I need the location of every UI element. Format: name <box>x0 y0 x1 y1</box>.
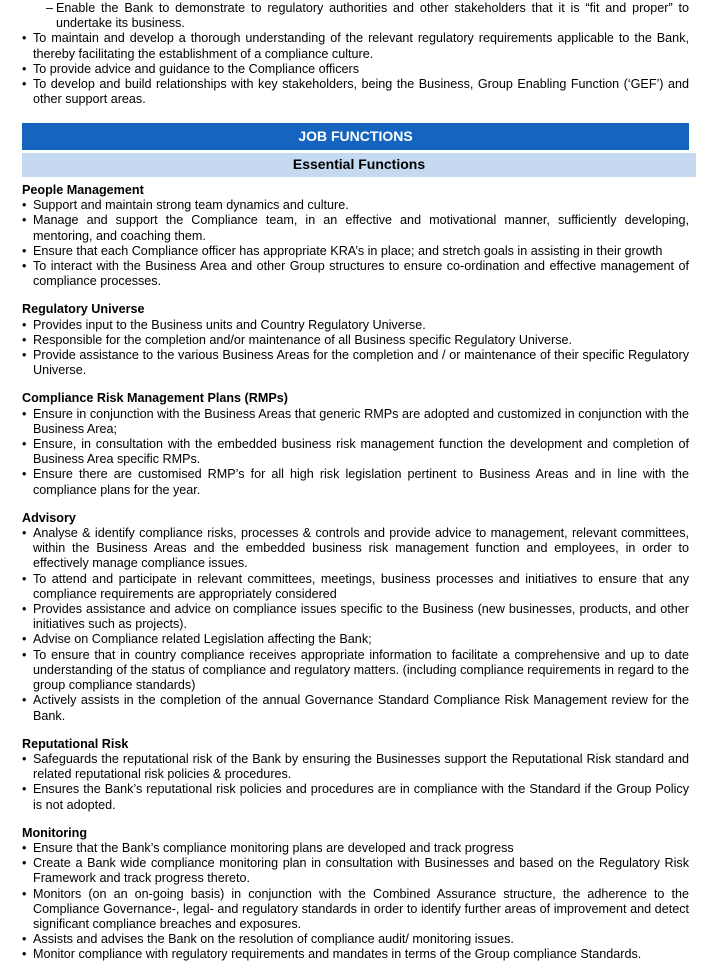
section-people-management <box>22 183 689 289</box>
bullet-marker: • <box>22 947 27 962</box>
bullet-marker: • <box>22 317 27 332</box>
bullet-marker: • <box>22 406 27 421</box>
bullet-marker: • <box>22 526 27 541</box>
intro-bullet: • To provide advice and guidance to the Compliance officers <box>22 61 360 76</box>
bullet-marker: • <box>22 602 27 617</box>
section-heading: People Management <box>22 183 144 197</box>
intro-bullet: • To develop and build relationships with key stakeholders, being the Business, Group Enabling Function (‘GEF’) and other support areas. <box>22 77 689 107</box>
section-heading: Monitoring <box>22 825 88 840</box>
section-rmps <box>22 391 689 497</box>
bullet-marker: • <box>22 61 27 76</box>
section-advisory <box>22 511 689 724</box>
section-monitoring <box>22 826 689 963</box>
job-functions-banner: JOB FUNCTIONS <box>22 123 689 150</box>
list-item: • Support and maintain strong team dynamics and culture. <box>22 198 349 213</box>
list-item: • Advise on Compliance related Legislation affecting the Bank; <box>22 632 372 647</box>
list-item: • Monitors (on an on-going basis) in conjunction with the Combined Assurance structure, the adherence to the Compliance Governance-, legal- and regulatory standards in order to identify further areas of improvement and detect significant compliance breaches and exposures. <box>22 886 689 931</box>
bullet-marker: • <box>22 467 27 482</box>
list-item: • Provides input to the Business units and Country Regulatory Universe. <box>22 317 426 332</box>
list-item: • Ensure, in consultation with the embedded business risk management function the development and completion of Business Area specific RMPs. <box>22 437 689 467</box>
list-item: • Analyse & identify compliance risks, processes & controls and provide advice to management, relevant committees, within the Business Areas and the embedded business risk management function and employees, in order to effectively manage compliance issues. <box>22 526 689 571</box>
essential-functions-banner: Essential Functions <box>22 153 696 177</box>
bullet-marker: • <box>22 259 27 274</box>
list-item: • Ensure that the Bank’s compliance monitoring plans are developed and track progress <box>22 840 514 855</box>
bullet-marker: • <box>22 213 27 228</box>
list-item: • Safeguards the reputational risk of the Bank by ensuring the Businesses support the Reputational Risk standard and related reputational risk policies & procedures. <box>22 751 689 782</box>
list-item: • Ensure in conjunction with the Business Areas that generic RMPs are adopted and customized in conjunction with the Business Area; <box>22 406 689 436</box>
intro-block <box>22 1 689 107</box>
list-item: • Assists and advises the Bank on the resolution of compliance audit/ monitoring issues. <box>22 932 514 947</box>
bullet-marker: • <box>22 243 27 258</box>
bullet-marker: • <box>22 332 27 347</box>
bullet-marker: • <box>22 647 27 662</box>
section-heading: Regulatory Universe <box>22 302 145 317</box>
list-item: • To interact with the Business Area and other Group structures to ensure co-ordination and effective management of compliance processes. <box>22 259 689 289</box>
bullet-marker: • <box>22 31 27 46</box>
sections-block <box>22 183 689 976</box>
list-item: • Monitor compliance with regulatory requirements and mandates in terms of the Group compliance Standards. <box>22 947 642 962</box>
list-item: • To ensure that in country compliance receives appropriate information to facilitate a comprehensive and up to date understanding of the status of compliance and regulatory matters. (including compliance requirements in regard to the group compliance standards) <box>22 647 689 693</box>
intro-sub-bullet: – Enable the Bank to demonstrate to regulatory authorities and other stakeholders that it is “fit and proper” to undertake its business. <box>46 1 689 31</box>
section-reputational-risk <box>22 737 689 813</box>
list-item: • Provides assistance and advice on compliance issues specific to the Business (new businesses, products, and other initiatives such as projects). <box>22 602 689 632</box>
bullet-marker: • <box>22 782 27 797</box>
section-heading: Advisory <box>22 510 76 525</box>
bullet-marker: • <box>22 632 27 647</box>
bullet-marker: • <box>22 693 27 708</box>
intro-bullet: • To maintain and develop a thorough understanding of the relevant regulatory requirements applicable to the Bank, thereby facilitating the establishment of a compliance culture. <box>22 31 689 61</box>
bullet-marker: • <box>22 886 27 901</box>
section-regulatory-universe <box>22 302 689 378</box>
list-item: • Ensure there are customised RMP’s for all high risk legislation pertinent to Business Areas and in line with the compliance plans for the year. <box>22 467 689 497</box>
section-heading: Compliance Risk Management Plans (RMPs) <box>22 391 288 406</box>
bullet-marker: • <box>22 348 27 363</box>
section-heading: Reputational Risk <box>22 736 129 751</box>
bullet-marker: • <box>22 856 27 871</box>
bullet-marker: • <box>22 437 27 452</box>
bullet-marker: • <box>22 198 27 213</box>
list-item: • Create a Bank wide compliance monitoring plan in consultation with Businesses and based on the Regulatory Risk Framework and track progress thereto. <box>22 856 689 886</box>
list-item: • Ensures the Bank’s reputational risk policies and procedures are in compliance with the Standard if the Group Policy is not adopted. <box>22 782 689 812</box>
list-item: • Ensure that each Compliance officer has appropriate KRA’s in place; and stretch goals in assisting in their growth <box>22 243 663 258</box>
bullet-marker: • <box>22 932 27 947</box>
bullet-marker: • <box>22 77 27 92</box>
dash-marker: – <box>46 1 54 15</box>
list-item: • Provide assistance to the various Business Areas for the completion and / or maintenance of their specific Regulatory Universe. <box>22 348 689 378</box>
bullet-marker: • <box>22 751 27 766</box>
bullet-marker: • <box>22 571 27 586</box>
list-item: • Actively assists in the completion of the annual Governance Standard Compliance Risk Management review for the Bank. <box>22 693 689 723</box>
list-item: • Manage and support the Compliance team, in an effective and motivational manner, sufficiently developing, mentoring, and coaching them. <box>22 213 689 243</box>
list-item: • To attend and participate in relevant committees, meetings, business processes and initiatives to ensure that any compliance requirements are appropriately considered <box>22 571 689 601</box>
bullet-marker: • <box>22 840 27 855</box>
list-item: • Responsible for the completion and/or maintenance of all Business specific Regulatory Universe. <box>22 332 573 347</box>
